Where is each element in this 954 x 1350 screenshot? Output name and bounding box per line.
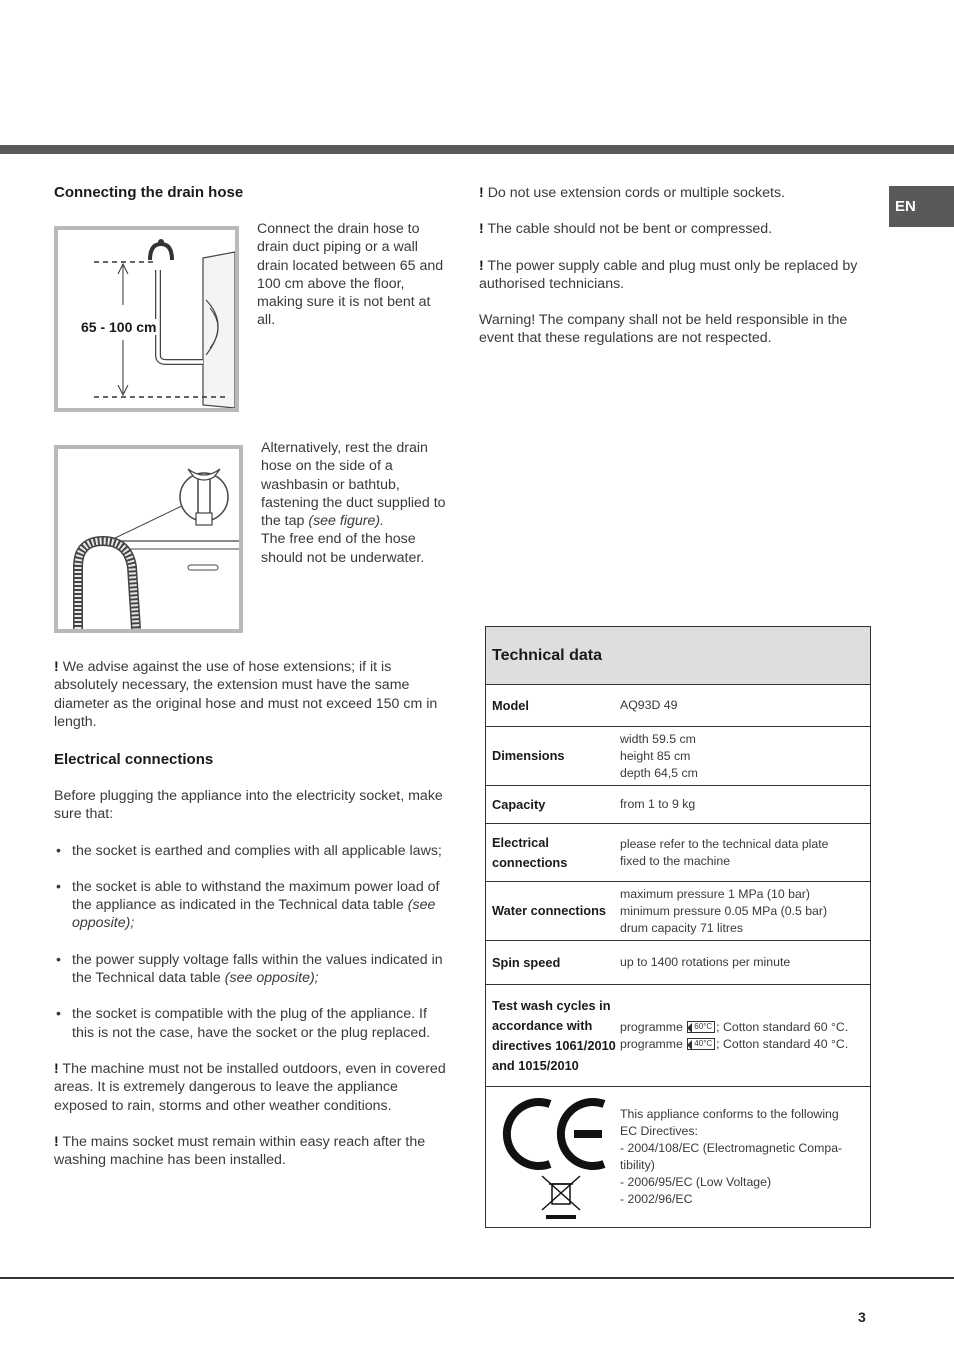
list-item — [54, 878, 449, 933]
washbasin-text — [261, 439, 451, 567]
model-label: Model — [492, 697, 529, 713]
drain-wall-text: Connect the drain hose to drain duct piping or a wall drain located between 65 and 100 cm above the floor, making sure it is not bent at all. — [257, 221, 444, 329]
spin-speed-text: up to 1400 rotations per minute — [620, 955, 791, 969]
ce-text-2: EC Directives: — [620, 1124, 698, 1138]
water-value — [620, 882, 870, 940]
list-item — [54, 1005, 449, 1042]
cable-bend-text: The cable should not be bent or compressed. — [487, 221, 773, 238]
dimensions-value — [620, 727, 870, 785]
programme-line-1 — [620, 1019, 870, 1036]
see-figure-note: (see figure). — [308, 513, 385, 530]
electrical-section — [54, 787, 449, 1169]
electrical-heading: Electrical connections — [54, 751, 214, 768]
socket-reach-warning — [54, 1133, 449, 1170]
bullet-text: the socket is earthed and complies with all applicable laws; — [72, 842, 442, 859]
programme-line-2 — [620, 1036, 870, 1053]
warning-mark: ! — [479, 257, 484, 274]
cotton-60-symbol: 60°C — [687, 1021, 715, 1033]
list-item — [54, 951, 449, 988]
spin-speed-value — [620, 941, 870, 984]
cable-replace-warning — [479, 257, 874, 294]
washbasin-figure — [54, 445, 243, 633]
programme-word: programme — [620, 1019, 683, 1034]
programme-1-text: ; Cotton standard 60 °C. — [716, 1019, 849, 1034]
cotton-40-symbol: 40°C — [687, 1038, 715, 1050]
see-opposite-note: (see opposite); — [224, 970, 319, 987]
weee-bin-icon — [542, 1176, 580, 1219]
hose-extension-warning — [54, 658, 449, 731]
bullet-text: the socket is able to withstand the maximum power load of the appliance as indicated in the Technical data table — [72, 878, 440, 914]
outdoor-warning-text: The machine must not be installed outdoors, even in covered areas. It is extremely dangerous to leave the appliance exposed to rain, storms and other weather conditions. — [54, 1060, 446, 1114]
electrical-label: Electrical connections — [492, 834, 568, 870]
cable-bend-warning — [479, 220, 874, 238]
page-number: 3 — [858, 1309, 866, 1325]
table-row — [486, 685, 870, 727]
table-row — [486, 727, 870, 786]
see-opposite-note: (see opposite); — [72, 897, 436, 932]
electrical-intro: Before plugging the appliance into the electricity socket, make sure that: — [54, 788, 443, 823]
washbasin-text-main: Alternatively, rest the drain hose on the side of a washbasin or bathtub, fastening the duct supplied to the tap — [261, 440, 446, 530]
warning-mark: ! — [54, 659, 59, 675]
programme-word: programme — [620, 1036, 683, 1051]
table-row — [486, 1087, 870, 1227]
capacity-text: from 1 to 9 kg — [620, 797, 696, 811]
washbasin-text-end: The free end of the hose should not be underwater. — [261, 531, 425, 566]
ce-text-1: This appliance conforms to the following — [620, 1107, 839, 1121]
drain-hose-heading: Connecting the drain hose — [54, 184, 244, 201]
electrical-checklist — [54, 842, 449, 1042]
bullet-text: the power supply voltage falls within the values indicated in the Technical data table — [72, 951, 443, 987]
electrical-value — [620, 824, 870, 881]
extension-cord-text: Do not use extension cords or multiple sockets. — [487, 185, 785, 201]
technical-data-table — [485, 626, 871, 1228]
depth-text: depth 64,5 cm — [620, 765, 698, 780]
warning-mark: ! — [479, 185, 484, 201]
drain-height-label: 65 - 100 cm — [81, 319, 157, 335]
warning-mark: ! — [54, 1060, 59, 1077]
language-tab: EN — [889, 186, 954, 227]
warning-mark: ! — [54, 1133, 59, 1150]
cable-replace-text: The power supply cable and plug must only be replaced by authorised technicians. — [479, 257, 858, 292]
model-value — [620, 685, 870, 726]
ce-marks — [486, 1087, 620, 1227]
header-bar — [0, 145, 954, 154]
socket-reach-text: The mains socket must remain within easy reach after the washing machine has been installed. — [54, 1133, 426, 1169]
extension-cord-warning — [479, 184, 874, 202]
test-cycles-value — [620, 985, 870, 1086]
dimensions-label: Dimensions — [492, 748, 565, 763]
water-label: Water connections — [492, 903, 607, 918]
width-text: width 59.5 cm — [620, 731, 696, 746]
technical-data-title: Technical data — [486, 627, 870, 685]
drum-capacity-text: drum capacity 71 litres — [620, 920, 744, 935]
table-row — [486, 941, 870, 985]
max-pressure-text: maximum pressure 1 MPa (10 bar) — [620, 886, 810, 901]
test-cycles-label: Test wash cycles in accordance with directives 1061/2010 and 1015/2010 — [492, 997, 616, 1073]
min-pressure-text: minimum pressure 0.05 MPa (0.5 bar) — [620, 903, 828, 918]
table-row — [486, 786, 870, 824]
electrical-text-2: fixed to the machine — [620, 853, 731, 868]
programme-2-text: ; Cotton standard 40 °C. — [716, 1036, 849, 1051]
footer-rule — [0, 1277, 954, 1279]
height-text: height 85 cm — [620, 748, 691, 763]
ce-directives — [620, 1087, 870, 1227]
bullet-text: the socket is compatible with the plug of the appliance. If this is not the case, have the socket or the plug replaced. — [72, 1006, 431, 1041]
drain-height-figure — [54, 226, 239, 412]
ce-text-4: tibility) — [620, 1158, 655, 1172]
table-row — [486, 882, 870, 941]
outdoor-warning — [54, 1060, 449, 1115]
ce-mark-icon — [498, 1092, 608, 1222]
capacity-label: Capacity — [492, 796, 546, 812]
ce-text-6: - 2002/96/EC — [620, 1192, 693, 1206]
table-row — [486, 985, 870, 1087]
spin-speed-label: Spin speed — [492, 954, 561, 970]
table-row — [486, 824, 870, 882]
capacity-value — [620, 786, 870, 823]
power-warnings — [479, 184, 874, 348]
ce-text-5: - 2006/95/EC (Low Voltage) — [620, 1175, 772, 1189]
warning-mark: ! — [479, 221, 484, 238]
hose-extension-text: We advise against the use of hose extensions; if it is absolutely necessary, the extension must have the same diameter as the original hose and must not exceed 150 cm in length. — [54, 659, 438, 730]
list-item — [54, 842, 449, 860]
ce-text-3: - 2004/108/EC (Electromagnetic Compa- — [620, 1141, 843, 1155]
electrical-text-1: please refer to the technical data plate — [620, 836, 829, 851]
model-text: AQ93D 49 — [620, 698, 678, 712]
liability-warning: Warning! The company shall not be held responsible in the event that these regulations are not respected. — [479, 312, 848, 347]
